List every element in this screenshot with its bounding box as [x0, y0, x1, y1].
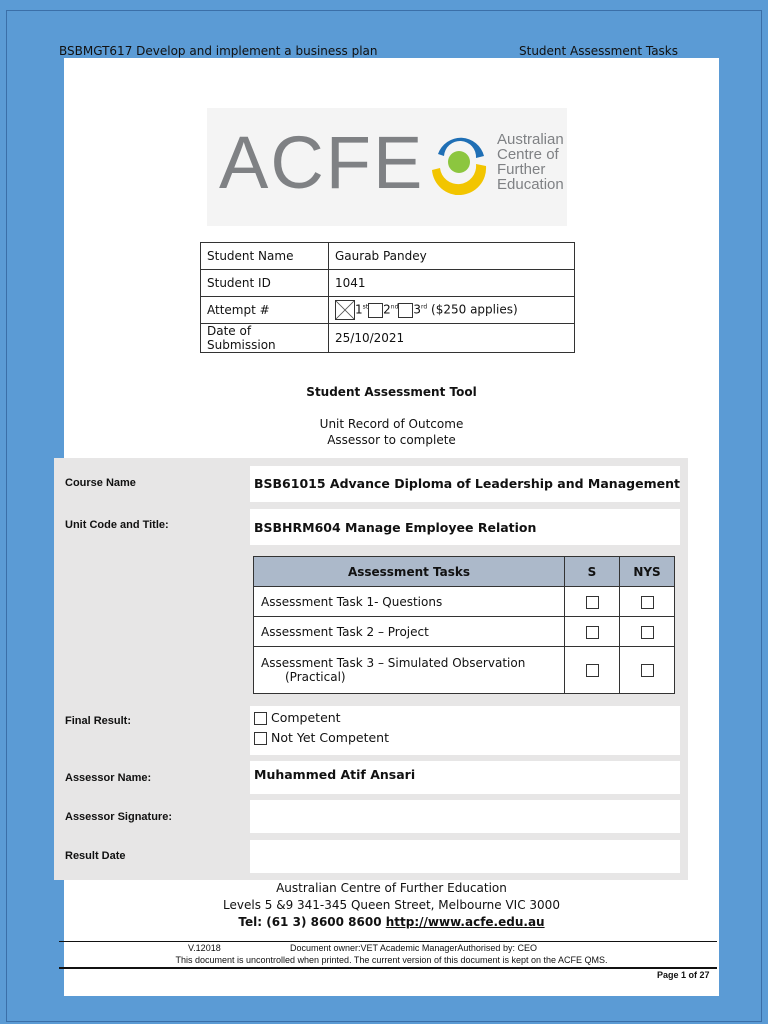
tasks-header: Assessment Tasks — [254, 557, 565, 587]
record-title: Unit Record of Outcome — [319, 417, 464, 431]
footer-version: V.12018 — [188, 943, 221, 953]
logo-subtitle: Australian Centre of Further Education — [497, 131, 564, 193]
assessor-name-field[interactable]: Muhammed Atif Ansari — [250, 761, 680, 794]
assessor-signature-label: Assessor Signature: — [65, 811, 172, 823]
student-name-label: Student Name — [201, 243, 329, 270]
page-number: Page 1 of 27 — [657, 970, 710, 980]
competent-checkbox[interactable] — [254, 712, 267, 725]
final-result-field — [250, 706, 680, 755]
table-row — [201, 324, 575, 353]
table-row — [201, 243, 575, 270]
unit-code-label: Unit Code and Title: — [65, 519, 169, 531]
final-result-label: Final Result: — [65, 715, 132, 727]
attempt-fee-note: ($250 applies) — [431, 302, 518, 317]
attempt-3-checkbox[interactable] — [398, 303, 413, 318]
attempt-1-checkbox[interactable] — [335, 300, 355, 320]
task-3-s-checkbox[interactable] — [586, 664, 599, 677]
cross-icon — [336, 301, 354, 319]
task-2-label: Assessment Task 2 – Project — [254, 617, 565, 647]
footer-tel: Tel: (61 3) 8600 8600 — [238, 915, 382, 929]
submission-date-value[interactable]: 25/10/2021 — [329, 324, 575, 353]
task-3-nys-checkbox[interactable] — [641, 664, 654, 677]
task-1-nys-checkbox[interactable] — [641, 596, 654, 609]
assessor-signature-field[interactable] — [250, 800, 680, 833]
table-row — [254, 617, 675, 647]
attempt-label: Attempt # — [201, 297, 329, 324]
assessor-instruction: Assessor to complete — [327, 433, 456, 447]
footer-divider-thick — [59, 967, 717, 969]
task-2-s-checkbox[interactable] — [586, 626, 599, 639]
table-header-row — [254, 557, 675, 587]
result-date-field[interactable] — [250, 840, 680, 873]
table-row — [254, 647, 675, 694]
attempt-2-checkbox[interactable] — [368, 303, 383, 318]
footer-divider — [59, 941, 717, 942]
attempt-options: 1st 2nd 3rd ($250 applies) — [329, 297, 575, 324]
acfe-logo — [207, 108, 567, 226]
student-id-label: Student ID — [201, 270, 329, 297]
nys-header: NYS — [620, 557, 675, 587]
task-2-nys-checkbox[interactable] — [641, 626, 654, 639]
table-row — [201, 270, 575, 297]
result-date-label: Result Date — [65, 850, 126, 862]
footer-address: Levels 5 &9 341-345 Queen Street, Melbourne VIC 3000 — [223, 898, 560, 912]
header-section-title: Student Assessment Tasks — [519, 44, 678, 58]
footer-contact — [64, 915, 719, 929]
footer-org-name: Australian Centre of Further Education — [276, 881, 507, 895]
student-info-table — [200, 242, 575, 353]
course-name-label: Course Name — [65, 477, 136, 489]
student-name-value[interactable]: Gaurab Pandey — [329, 243, 575, 270]
logo-circle-icon — [426, 130, 492, 196]
task-1-label: Assessment Task 1- Questions — [254, 587, 565, 617]
competent-option-label: Competent — [270, 710, 341, 725]
submission-date-label: Date of Submission — [201, 324, 329, 353]
footer-owner: Document owner:VET Academic ManagerAuthorised by: CEO — [290, 943, 537, 953]
nyc-option-label: Not Yet Competent — [270, 730, 389, 745]
header-unit-title: BSBMGT617 Develop and implement a business plan — [59, 44, 378, 58]
task-3-label: Assessment Task 3 – Simulated Observation (Practical) — [254, 647, 565, 694]
footer-website-link[interactable]: http://www.acfe.edu.au — [385, 915, 545, 929]
footer-uncontrolled-note: This document is uncontrolled when printed. The current version of this document is kept on the ACFE QMS. — [175, 955, 608, 965]
logo-wordmark: ACFE — [219, 121, 425, 204]
student-id-value[interactable]: 1041 — [329, 270, 575, 297]
unit-code-field[interactable]: BSBHRM604 Manage Employee Relation — [250, 509, 680, 545]
table-row — [254, 587, 675, 617]
table-row — [201, 297, 575, 324]
satisfactory-header: S — [565, 557, 620, 587]
task-1-s-checkbox[interactable] — [586, 596, 599, 609]
assessment-tool-title: Student Assessment Tool — [306, 385, 477, 399]
not-yet-competent-checkbox[interactable] — [254, 732, 267, 745]
assessment-tasks-table — [253, 556, 675, 694]
assessor-name-label: Assessor Name: — [65, 772, 152, 784]
course-name-field[interactable]: BSB61015 Advance Diploma of Leadership and Management — [250, 466, 680, 502]
